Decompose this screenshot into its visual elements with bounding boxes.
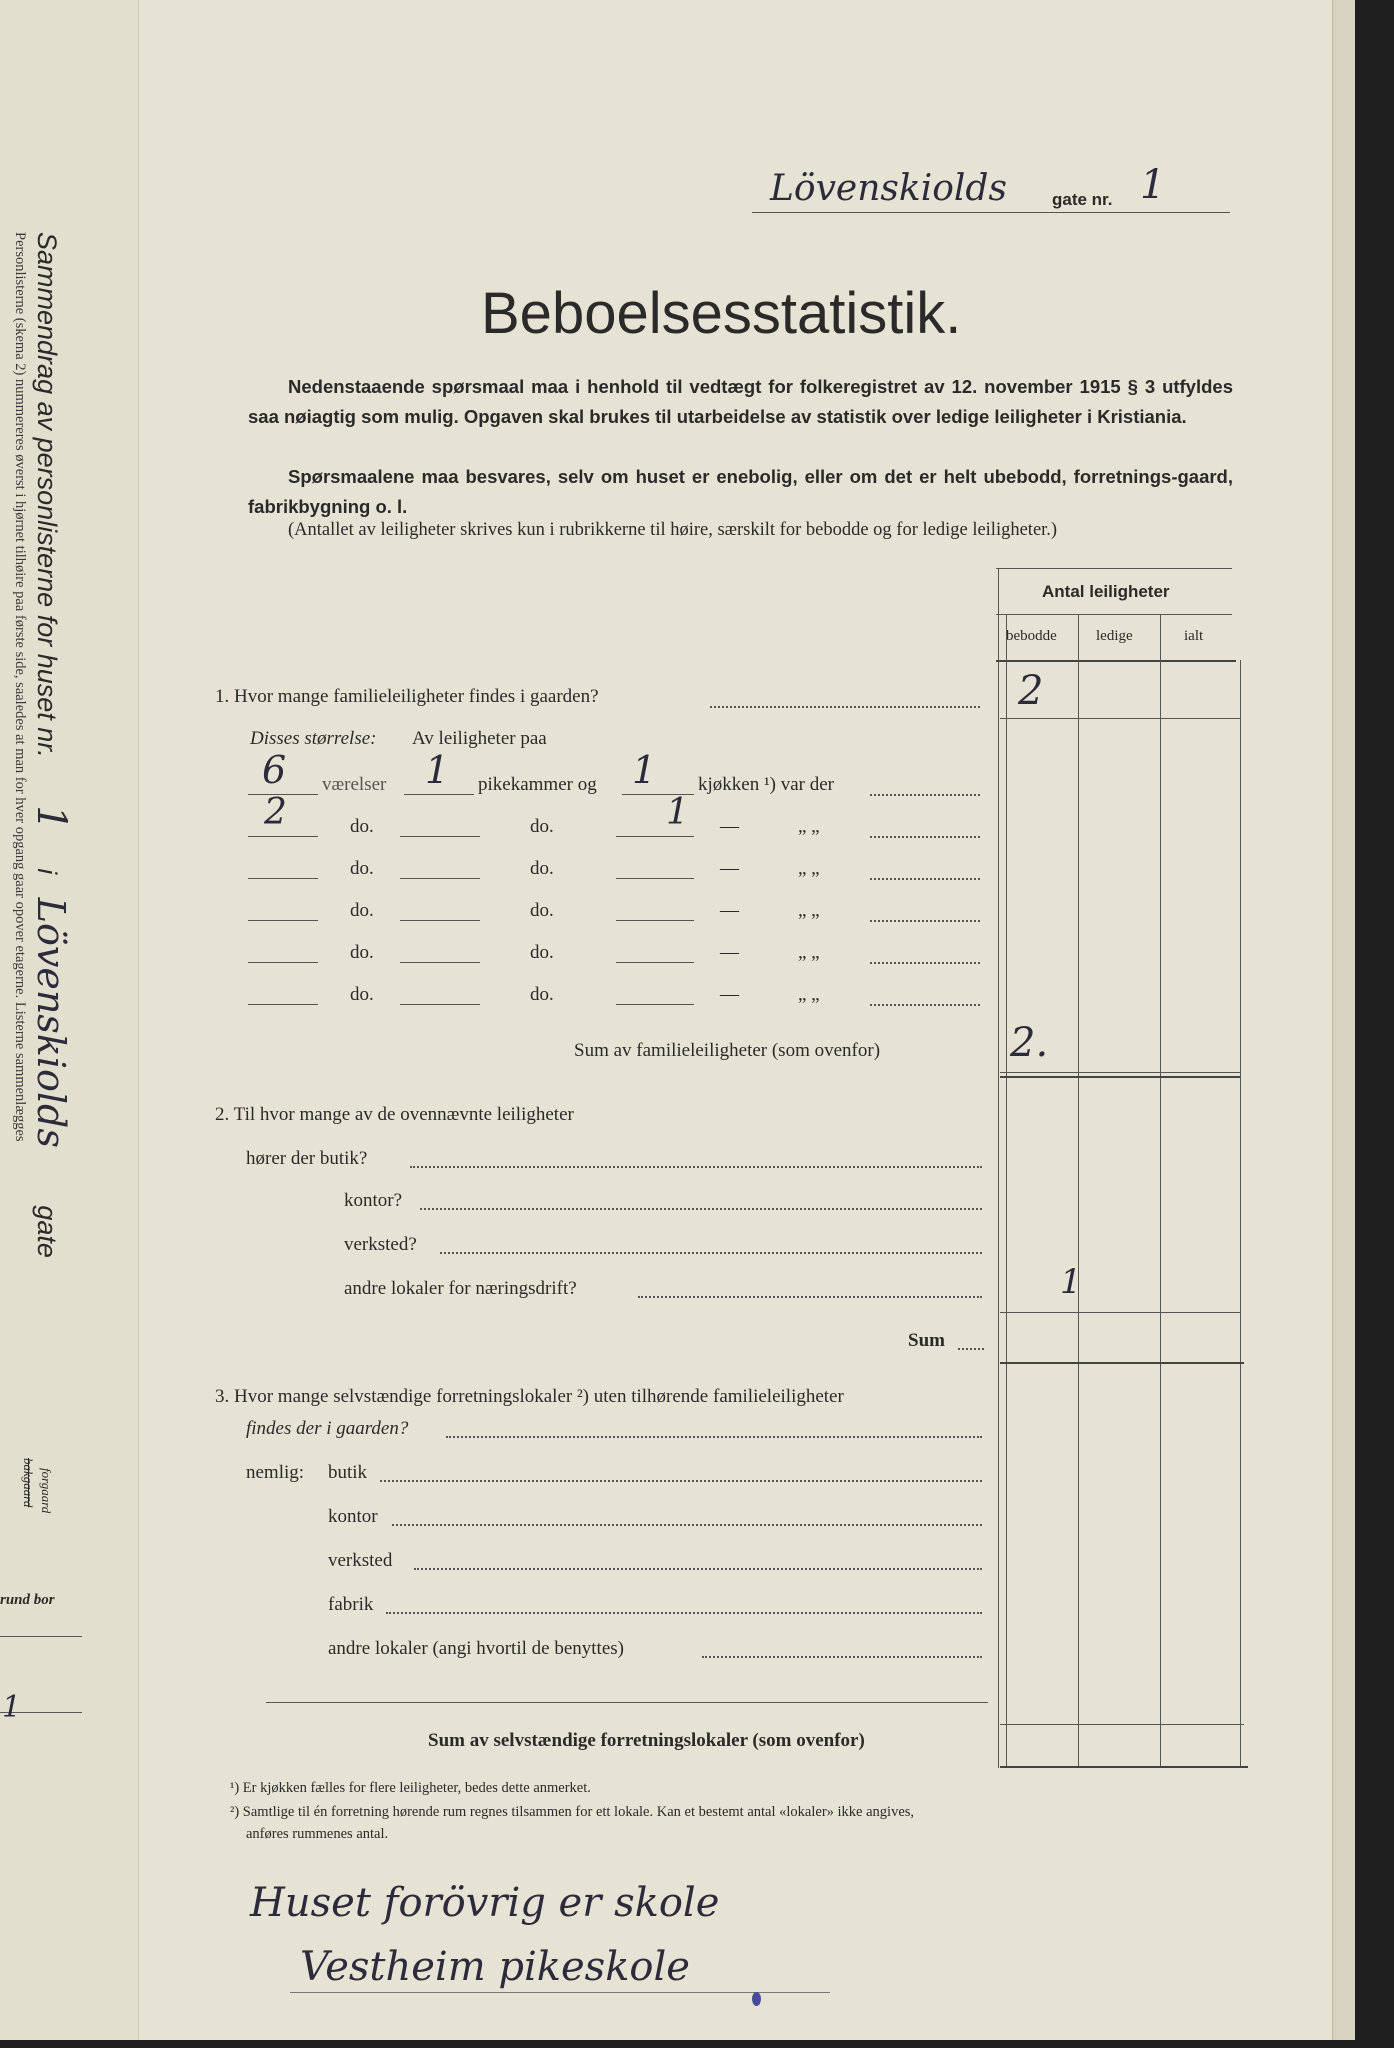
row-rule-q3-sum-bottom xyxy=(1000,1766,1248,1768)
row3-dots xyxy=(870,878,980,880)
row6-line-2 xyxy=(400,1004,480,1005)
sidebar-rule-1 xyxy=(0,1636,82,1637)
row3-line-1 xyxy=(248,878,318,879)
q3-andre-dots xyxy=(702,1656,982,1658)
row6-do-2: do. xyxy=(530,984,554,1005)
sidebar-title-printed: Sammendrag av personlisterne for huset nr. xyxy=(32,232,62,758)
street-name-hand: Lövenskiolds xyxy=(770,168,1007,209)
sidebar-hand-number: 1 xyxy=(28,805,74,831)
q1-size-label: Disses størrelse: xyxy=(250,728,377,749)
q3-verksted-dots xyxy=(414,1568,982,1570)
row3-do-1: do. xyxy=(350,858,374,879)
row4-ditto: „ „ xyxy=(798,900,820,921)
q3-text-2: findes der i gaarden? xyxy=(246,1418,409,1439)
row1-kjokken-hand: 1 xyxy=(632,748,657,792)
footnote-2b: anføres rummenes antal. xyxy=(246,1826,389,1842)
q3-kontor: kontor xyxy=(328,1506,378,1527)
row5-dots xyxy=(870,962,980,964)
gate-nr-label: gate nr. xyxy=(1052,190,1113,209)
row6-dots xyxy=(870,1004,980,1006)
row1-pikekammer-line xyxy=(404,794,474,795)
q1-text: 1. Hvor mange familieleiligheter findes i gaarden? xyxy=(215,686,599,707)
sidebar-hand-mark: 1 xyxy=(2,1690,22,1725)
table-vline-left-inner xyxy=(1006,614,1007,1768)
row2-kjokken-line xyxy=(616,836,694,837)
q2-sum: Sum xyxy=(908,1330,945,1351)
row3-line-2 xyxy=(400,878,480,879)
q3-sum: Sum av selvstændige forretningslokaler (som ovenfor) xyxy=(428,1730,865,1751)
row-rule-sum1-bottom xyxy=(1000,1076,1240,1078)
row5-do-1: do. xyxy=(350,942,374,963)
row2-do-1: do. xyxy=(350,816,374,837)
sidebar-title-i: i xyxy=(32,868,62,875)
gate-nr-hand: 1 xyxy=(1140,162,1166,208)
sidebar-grund-bor: rund bor xyxy=(0,1592,55,1608)
sidebar-hand-street: Lövenskiolds xyxy=(29,897,73,1148)
page-fold-edge xyxy=(1332,0,1355,2040)
intro-paragraph-2: Spørsmaalene maa besvares, selv om huset er enebolig, eller om det er helt ubebodd, forretnings-gaard, fabrikbygning o. l. xyxy=(248,466,1233,517)
table-top-rule xyxy=(996,568,1232,569)
sidebar-title-gate: gate xyxy=(32,1205,62,1258)
row3-do-2: do. xyxy=(530,858,554,879)
row-rule-q2-sum-top xyxy=(1000,1312,1240,1313)
row1-label-kjokken: kjøkken ¹) var der xyxy=(698,774,835,795)
q2-kontor-dots xyxy=(420,1208,982,1210)
col-header-ledige: ledige xyxy=(1096,628,1133,644)
row-rule-sum1-top xyxy=(1000,1072,1240,1073)
q3-blank-line xyxy=(266,1702,988,1703)
q3-fabrik: fabrik xyxy=(328,1594,374,1615)
row2-kjokken-hand: 1 xyxy=(666,792,689,833)
q2-andre: andre lokaler for næringsdrift? xyxy=(344,1278,577,1299)
sidebar-forgaard: forgaard xyxy=(39,1468,54,1514)
q2-text: 2. Til hvor mange av de ovennævnte leiligheter xyxy=(215,1104,574,1125)
row5-ditto: „ „ xyxy=(798,942,820,963)
q2-andre-answer: 1 xyxy=(1060,1262,1082,1302)
row6-line-3 xyxy=(616,1004,694,1005)
q1-sum-bebodde: 2. xyxy=(1010,1020,1049,1066)
q1-answer-bebodde: 2 xyxy=(1018,668,1044,714)
row5-do-2: do. xyxy=(530,942,554,963)
footnote-2a: ²) Samtlige til én forretning hørende rum regnes tilsammen for ett lokale. Kan et bestemt antal «lokaler» ikke angives, xyxy=(230,1804,915,1820)
sidebar-bakgaard: bakgaard xyxy=(21,1458,36,1508)
sidebar-note: Personlisterne (skema 2) nummereres øverst i hjørnet tilhøire paa første side, saaledes at man for hver opgang gaar opover etagerne. Listerne sammenlægges xyxy=(12,232,28,1142)
row1-vaerelser-hand: 6 xyxy=(262,748,287,792)
intro-paragraph-1: Nedenstaaende spørsmaal maa i henhold til vedtægt for folkeregistret av 12. november 1915 § 3 utfyldes saa nøiagtig som mulig. Opgaven skal brukes til utarbeidelse av statistik over ledige leiligheter i Kristiania. xyxy=(248,376,1233,427)
row2-pikekammer-line xyxy=(400,836,480,837)
q3-nemlig: nemlig: xyxy=(246,1462,305,1483)
row2-vaerelser-hand: 2 xyxy=(264,792,287,833)
row6-do-1: do. xyxy=(350,984,374,1005)
page-title: Beboelsesstatistik. xyxy=(481,281,962,346)
q1-dots xyxy=(710,706,980,708)
row1-label-pikekammer: pikekammer og xyxy=(478,774,597,795)
q3-text-1: 3. Hvor mange selvstændige forretningslokaler ²) uten tilhørende familieleiligheter xyxy=(215,1386,844,1407)
row-rule-q1 xyxy=(1000,718,1240,719)
row3-dash: — xyxy=(720,858,739,879)
col-header-ialt: ialt xyxy=(1184,628,1204,644)
table-vline-2 xyxy=(1160,614,1161,1768)
row4-line-1 xyxy=(248,920,318,921)
row3-line-3 xyxy=(616,878,694,879)
q3-kontor-dots xyxy=(392,1524,982,1526)
handwritten-note-line-2: Vestheim pikeskole xyxy=(300,1944,690,1990)
row4-dash: — xyxy=(720,900,739,921)
row4-dots xyxy=(870,920,980,922)
row2-dots xyxy=(870,836,980,838)
footnote-1: ¹) Er kjøkken fælles for flere leiligheter, bedes dette anmerket. xyxy=(230,1780,591,1796)
q3-fabrik-dots xyxy=(386,1612,982,1614)
q2-sum-dots xyxy=(958,1348,984,1350)
q2-kontor: kontor? xyxy=(344,1190,403,1211)
row5-line-3 xyxy=(616,962,694,963)
row2-vaerelser-line xyxy=(248,836,318,837)
table-vline-right xyxy=(1240,660,1241,1768)
table-header-rule xyxy=(996,614,1232,615)
street-underline xyxy=(752,212,1230,213)
handwritten-note-underline xyxy=(290,1992,830,1993)
row4-do-2: do. xyxy=(530,900,554,921)
q2-butik-dots xyxy=(410,1166,982,1168)
row5-line-2 xyxy=(400,962,480,963)
intro-paragraph-3: (Antallet av leiligheter skrives kun i rubrikkerne til høire, særskilt for bebodde og for ledige leiligheter.) xyxy=(288,520,1058,540)
row2-dash: — xyxy=(720,816,739,837)
table-vline-left xyxy=(998,568,999,1768)
summary-side-strip xyxy=(0,0,139,2040)
row1-dots xyxy=(870,794,980,796)
q2-verksted: verksted? xyxy=(344,1234,417,1255)
row2-do-2: do. xyxy=(530,816,554,837)
q2-verksted-dots xyxy=(440,1252,982,1254)
q3-text-dots xyxy=(446,1436,982,1438)
q3-verksted: verksted xyxy=(328,1550,393,1571)
row4-do-1: do. xyxy=(350,900,374,921)
q1-sum-label: Sum av familieleiligheter (som ovenfor) xyxy=(574,1040,881,1061)
row2-ditto: „ „ xyxy=(798,816,820,837)
q3-butik-dots xyxy=(380,1480,982,1482)
table-vline-1 xyxy=(1078,614,1079,1768)
row3-ditto: „ „ xyxy=(798,858,820,879)
ink-blot xyxy=(752,1992,761,2006)
sidebar-title xyxy=(28,232,74,1258)
table-subheader-rule xyxy=(996,660,1236,662)
handwritten-note-line-1: Huset forövrig er skole xyxy=(250,1880,720,1926)
q2-butik: hører der butik? xyxy=(246,1148,368,1169)
q3-butik: butik xyxy=(328,1462,368,1483)
row-rule-q3-sum-top xyxy=(1000,1724,1244,1725)
row4-line-3 xyxy=(616,920,694,921)
table-group-header: Antal leiligheter xyxy=(1042,582,1170,601)
row6-line-1 xyxy=(248,1004,318,1005)
row-rule-q2-sum-bottom xyxy=(1000,1362,1244,1364)
row1-label-vaerelser: værelser xyxy=(322,774,387,795)
q2-andre-dots xyxy=(638,1296,982,1298)
row6-ditto: „ „ xyxy=(798,984,820,1005)
row4-line-2 xyxy=(400,920,480,921)
q3-andre: andre lokaler (angi hvortil de benyttes) xyxy=(328,1638,624,1659)
row6-dash: — xyxy=(720,984,739,1005)
row1-pikekammer-hand: 1 xyxy=(425,748,450,792)
q1-size-text: Av leiligheter paa xyxy=(412,728,547,749)
col-header-bebodde: bebodde xyxy=(1006,628,1057,644)
row5-dash: — xyxy=(720,942,739,963)
row5-line-1 xyxy=(248,962,318,963)
